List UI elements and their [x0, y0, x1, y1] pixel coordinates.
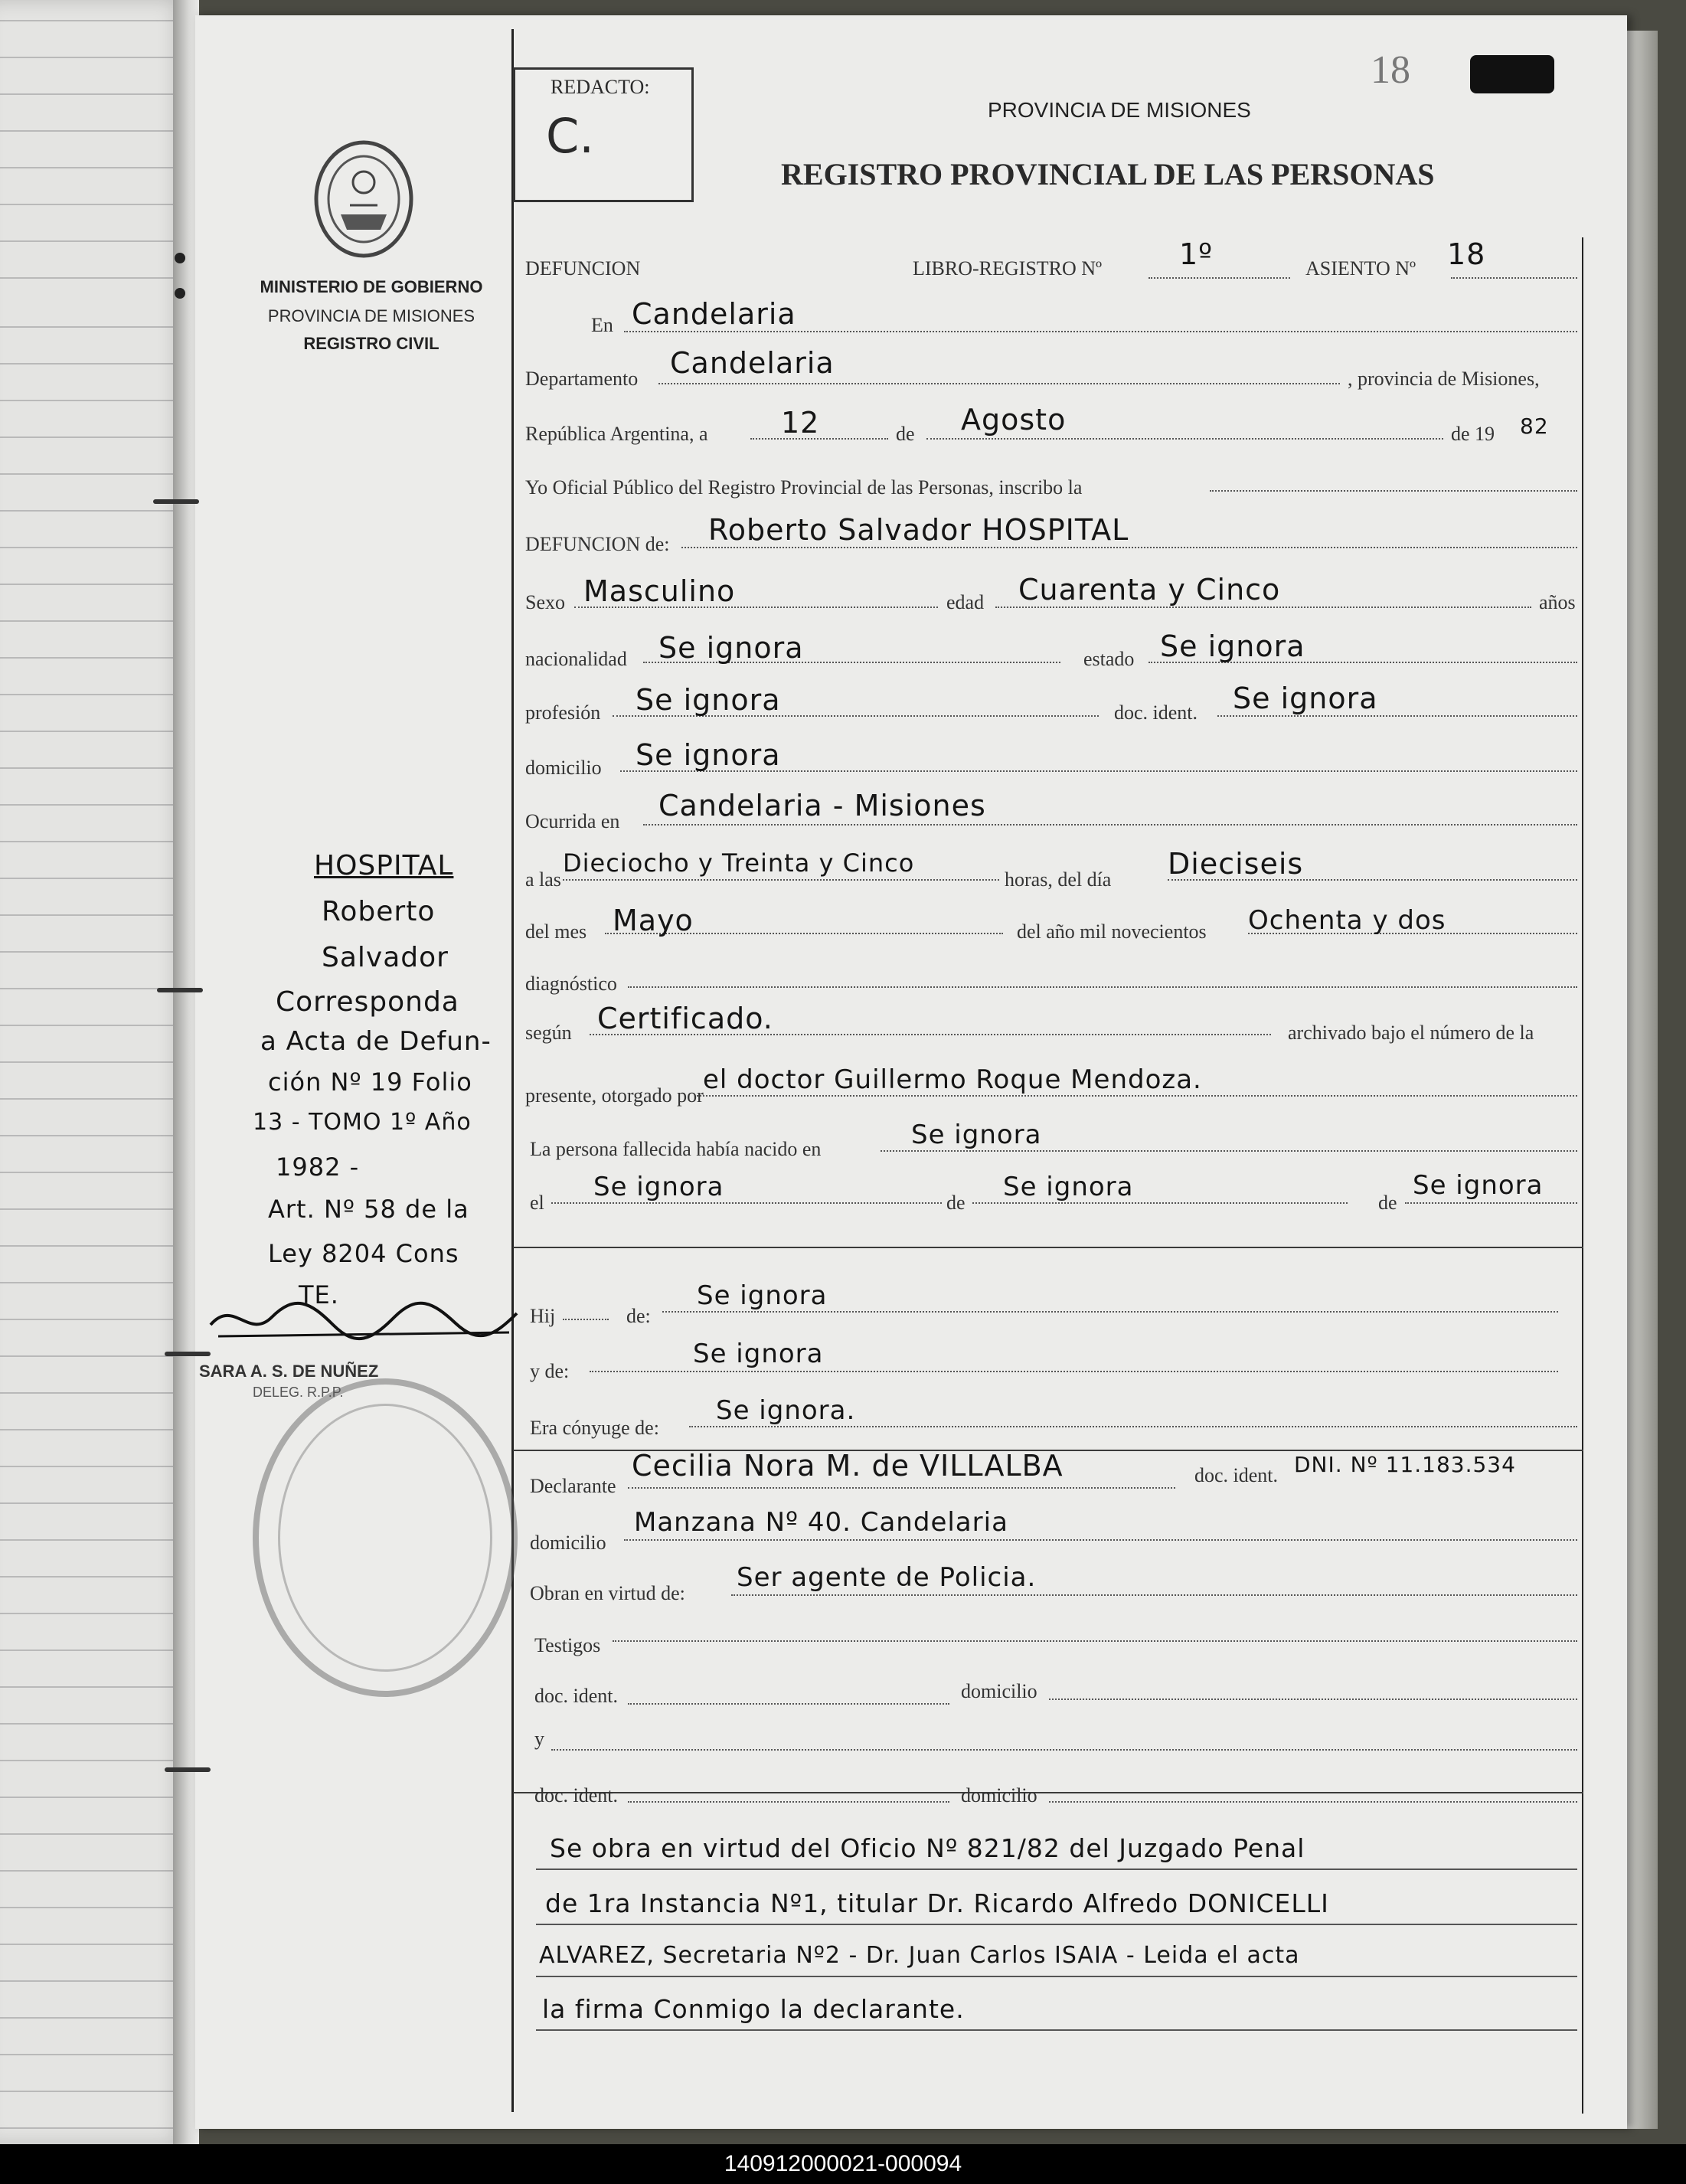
presente-label: presente, otorgado por: [525, 1084, 704, 1107]
libro-line: [1149, 277, 1290, 279]
departamento-label: Departamento: [525, 368, 639, 390]
margin-line-2: Roberto: [322, 896, 436, 927]
edad-value[interactable]: Cuarenta y Cinco: [1018, 573, 1281, 606]
a-las-label: a las: [525, 868, 561, 891]
hij-suffix-line: [563, 1319, 609, 1320]
margin-line-6: ción Nº 19 Folio: [268, 1067, 472, 1097]
doc-ident-label: doc. ident.: [1114, 701, 1198, 724]
obs-text-3: ALVAREZ, Secretaria Nº2 - Dr. Juan Carlos ISAIA - Leida el acta: [539, 1942, 1300, 1969]
decl-domicilio-line: [624, 1539, 1577, 1541]
declarante-label: Declarante: [530, 1475, 616, 1497]
decl-doc-label: doc. ident.: [1194, 1464, 1279, 1486]
ano-value[interactable]: Ochenta y dos: [1248, 905, 1446, 936]
edad-label: edad: [946, 591, 985, 613]
de2-value[interactable]: Se ignora: [1413, 1170, 1544, 1201]
yo-oficial-line: [1210, 490, 1577, 492]
t2-dom-label: domicilio: [961, 1784, 1037, 1806]
estado-value[interactable]: Se ignora: [1160, 629, 1305, 663]
profesion-value[interactable]: Se ignora: [636, 683, 781, 717]
departamento-line: [658, 383, 1340, 384]
republica-label: República Argentina, a: [525, 423, 708, 445]
obran-value[interactable]: Ser agente de Policia.: [737, 1562, 1037, 1593]
defuncion-label: DEFUNCION: [525, 257, 641, 280]
de1-value[interactable]: Se ignora: [1003, 1172, 1134, 1202]
asiento-line: [1451, 277, 1577, 279]
de2-label: de: [1378, 1192, 1397, 1214]
yo-oficial-text: Yo Oficial Público del Registro Provincial de las Personas, inscribo la: [525, 476, 1083, 499]
en-label: En: [591, 314, 613, 336]
obs-line-4: [536, 2029, 1577, 2031]
seal-province: PROVINCIA DE MISIONES: [267, 306, 475, 325]
margin-line-4: Corresponda: [276, 986, 459, 1018]
redaction-mark: [1470, 55, 1554, 93]
a-las-value[interactable]: Dieciocho y Treinta y Cinco: [563, 848, 915, 878]
hij-value[interactable]: Se ignora: [697, 1280, 828, 1311]
el-value[interactable]: Se ignora: [593, 1172, 724, 1202]
registry-title: REGISTRO PROVINCIAL DE LAS PERSONAS: [781, 157, 1435, 191]
libro-label: LIBRO-REGISTRO Nº: [913, 257, 1103, 280]
year-value[interactable]: 82: [1520, 414, 1549, 439]
testigos-line: [613, 1640, 1577, 1642]
t1-doc-line: [628, 1703, 949, 1705]
decl-domicilio-label: domicilio: [530, 1532, 606, 1554]
margin-line-1: HOSPITAL: [314, 850, 454, 881]
t1-dom-label: domicilio: [961, 1680, 1037, 1702]
hij-de-label: de:: [626, 1305, 651, 1327]
testigos-label: Testigos: [534, 1634, 601, 1656]
ocurrida-line: [643, 824, 1577, 826]
diagnostico-line: [628, 986, 1577, 988]
stamp-inner-ring: [278, 1404, 492, 1672]
de2-line: [1405, 1202, 1577, 1204]
defuncion-de-value[interactable]: Roberto Salvador HOSPITAL: [708, 513, 1129, 547]
decl-domicilio-value[interactable]: Manzana Nº 40. Candelaria: [634, 1507, 1008, 1538]
section-divider: [513, 1247, 1583, 1248]
t2-doc-label: doc. ident.: [534, 1784, 619, 1806]
signature-icon: [203, 1294, 524, 1348]
margin-line-9: Art. Nº 58 de la: [268, 1195, 469, 1224]
conyuge-line: [689, 1426, 1577, 1427]
horas-label: horas, del día: [1005, 868, 1112, 891]
declarante-line: [628, 1487, 1175, 1489]
document-id-bar: [0, 2144, 1686, 2184]
registry-stamp: [253, 1378, 518, 1697]
year-prefix: de 19: [1451, 423, 1495, 445]
right-border: [1582, 237, 1583, 2114]
obs-text-4: la firma Conmigo la declarante.: [542, 1994, 965, 2024]
seal-ministry: MINISTERIO DE GOBIERNO: [260, 277, 483, 296]
signer-role: DELEG. R.P.P.: [253, 1385, 344, 1400]
signer-name: SARA A. S. DE NUÑEZ: [199, 1362, 379, 1381]
document-id: 140912000021-000094: [724, 2151, 962, 2176]
coat-of-arms-icon: [310, 138, 417, 260]
obs-text-1: Se obra en virtud del Oficio Nº 821/82 del Juzgado Penal: [550, 1833, 1305, 1863]
y-de-line: [590, 1371, 1558, 1372]
seal-civil: REGISTRO CIVIL: [303, 334, 439, 353]
hij-line: [662, 1311, 1558, 1313]
archivado-label: archivado bajo el número de la: [1288, 1022, 1534, 1044]
t1-dom-line: [1049, 1698, 1577, 1700]
folio-number: 18: [1371, 48, 1410, 92]
del-ano-label: del año mil novecientos: [1017, 920, 1207, 943]
province-title: PROVINCIA DE MISIONES: [988, 98, 1251, 122]
asiento-label: ASIENTO Nº: [1305, 257, 1416, 280]
anos-label: años: [1539, 591, 1576, 613]
diagnostico-label: diagnóstico: [525, 973, 617, 995]
obs-text-2: de 1ra Instancia Nº1, titular Dr. Ricardo Alfredo DONICELLI: [545, 1888, 1329, 1918]
redacto-box: [513, 67, 694, 202]
y-de-value[interactable]: Se ignora: [693, 1339, 824, 1369]
y-label: y: [534, 1728, 544, 1750]
segun-value[interactable]: Certificado.: [597, 1002, 773, 1035]
presente-line: [697, 1095, 1577, 1097]
margin-line-10: Ley 8204 Cons: [268, 1239, 459, 1268]
section-divider: [513, 1792, 1583, 1793]
ocurrida-label: Ocurrida en: [525, 810, 620, 832]
profesion-label: profesión: [525, 701, 601, 724]
t2-doc-line: [628, 1801, 949, 1803]
defuncion-de-label: DEFUNCION de:: [525, 533, 670, 555]
obs-line-3: [536, 1976, 1577, 1977]
left-ruled-page: [0, 0, 191, 2144]
departamento-value[interactable]: Candelaria: [670, 346, 835, 380]
sexo-label: Sexo: [525, 591, 565, 613]
binder-ring: [153, 499, 199, 504]
binder-ring: [165, 1767, 211, 1772]
redacto-value: C.: [546, 108, 594, 164]
conyuge-value[interactable]: Se ignora.: [716, 1395, 856, 1426]
y-de-label: y de:: [530, 1360, 570, 1382]
margin-line-7: 13 - TOMO 1º Año: [253, 1109, 472, 1136]
decl-doc-value[interactable]: DNI. Nº 11.183.534: [1294, 1452, 1516, 1477]
el-line: [551, 1202, 942, 1204]
domicilio-value[interactable]: Se ignora: [636, 738, 781, 772]
t2-dom-line: [1049, 1801, 1577, 1803]
presente-value[interactable]: el doctor Guillermo Roque Mendoza.: [703, 1064, 1202, 1095]
provincia-suffix: , provincia de Misiones,: [1348, 368, 1540, 390]
nacido-value[interactable]: Se ignora: [911, 1120, 1042, 1150]
defuncion-de-line: [681, 547, 1577, 548]
margin-line-11: TE.: [299, 1280, 339, 1309]
t1-doc-label: doc. ident.: [534, 1685, 619, 1707]
domicilio-label: domicilio: [525, 757, 602, 779]
ocurrida-value[interactable]: Candelaria - Misiones: [658, 789, 986, 822]
edad-line: [995, 606, 1531, 608]
obran-label: Obran en virtud de:: [530, 1582, 685, 1604]
mes-value[interactable]: Mayo: [613, 904, 694, 937]
en-value[interactable]: Candelaria: [632, 297, 796, 331]
binder-ring: [165, 1352, 211, 1356]
de1-line: [972, 1202, 1348, 1204]
margin-line-3: Salvador: [322, 942, 449, 973]
nacionalidad-value[interactable]: Se ignora: [658, 631, 804, 665]
el-label: el: [530, 1192, 544, 1214]
redacto-label: REDACTO:: [551, 76, 650, 98]
asiento-value[interactable]: 18: [1447, 237, 1486, 271]
obs-line-1: [536, 1868, 1577, 1870]
en-line: [624, 331, 1577, 332]
nacionalidad-label: nacionalidad: [525, 648, 627, 670]
day-value[interactable]: 12: [781, 406, 820, 440]
del-mes-label: del mes: [525, 920, 587, 943]
conyuge-label: Era cónyuge de:: [530, 1417, 659, 1439]
nacido-label: La persona fallecida había nacido en: [530, 1138, 822, 1160]
de-label: de: [896, 423, 915, 445]
doc-ident-value[interactable]: Se ignora: [1233, 682, 1378, 715]
margin-line-8: 1982 -: [276, 1152, 360, 1182]
libro-value[interactable]: 1º: [1179, 237, 1214, 271]
margin-line-5: a Acta de Defun-: [260, 1026, 492, 1057]
binder-hole: [175, 288, 185, 299]
t2-name-line: [551, 1749, 1577, 1751]
segun-label: según: [525, 1022, 572, 1044]
a-las-line: [563, 879, 999, 881]
obs-line-2: [536, 1924, 1577, 1925]
obran-line: [731, 1594, 1577, 1596]
month-value[interactable]: Agosto: [961, 403, 1067, 436]
binder-ring: [157, 988, 203, 992]
sexo-value[interactable]: Masculino: [583, 574, 736, 608]
estado-label: estado: [1083, 648, 1135, 670]
month-line: [926, 438, 1443, 440]
hij-label: Hij: [530, 1305, 556, 1327]
margin-divider: [511, 29, 514, 2112]
declarante-value[interactable]: Cecilia Nora M. de VILLALBA: [632, 1449, 1064, 1483]
page-edge: [1627, 31, 1658, 2129]
dia-value[interactable]: Dieciseis: [1168, 847, 1304, 881]
doc-ident-line: [1217, 715, 1577, 717]
de1-label: de: [946, 1192, 966, 1214]
nacido-line: [881, 1150, 1577, 1152]
binder-hole: [175, 253, 185, 263]
